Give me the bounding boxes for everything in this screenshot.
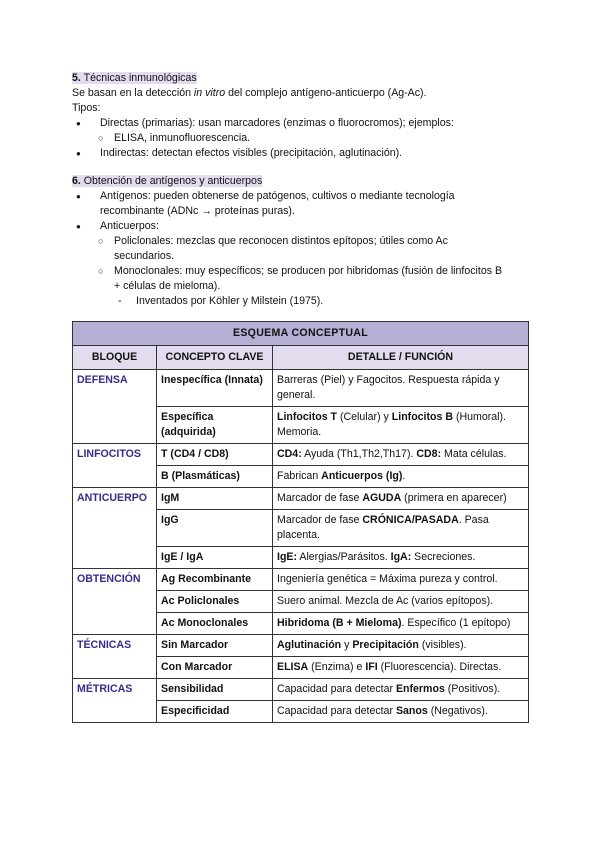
table-row — [73, 407, 529, 444]
table-row — [73, 370, 529, 407]
cell-concepto: B (Plasmáticas) — [157, 466, 273, 488]
cell-bloque — [73, 510, 157, 547]
column-header: BLOQUE — [73, 346, 157, 370]
cell-detalle: Marcador de fase AGUDA (primera en aparecer) — [273, 488, 529, 510]
cell-bloque: OBTENCIÓN — [73, 569, 157, 591]
cell-bloque — [73, 701, 157, 723]
cell-detalle: Capacidad para detectar Enfermos (Positivos). — [273, 679, 529, 701]
table-row — [73, 466, 529, 488]
cell-concepto: Ac Policlonales — [157, 591, 273, 613]
cell-concepto: Con Marcador — [157, 657, 273, 679]
list-item-continuation: + células de mieloma). — [114, 280, 221, 292]
cell-concepto: IgG — [157, 510, 273, 547]
table-row — [73, 569, 529, 591]
list-item: ○ ELISA, inmunofluorescencia. — [72, 131, 454, 146]
cell-concepto: Inespecífica (Innata) — [157, 370, 273, 407]
table-title: ESQUEMA CONCEPTUAL — [73, 322, 529, 346]
cell-detalle: Ingeniería genética = Máxima pureza y control. — [273, 569, 529, 591]
table-row — [73, 547, 529, 569]
list-item: ● Indirectas: detectan efectos visibles (precipitación, aglutinación). — [72, 146, 454, 161]
column-header: CONCEPTO CLAVE — [157, 346, 273, 370]
cell-concepto: Especificidad — [157, 701, 273, 723]
cell-concepto: Ag Recombinante — [157, 569, 273, 591]
section-5-heading: 5. Técnicas inmunológicas — [72, 72, 197, 84]
cell-bloque — [73, 407, 157, 444]
cell-bloque — [73, 613, 157, 635]
section-5 — [72, 71, 454, 161]
list-item-continuation: secundarios. — [114, 250, 175, 262]
cell-bloque: TÉCNICAS — [73, 635, 157, 657]
cell-detalle: Marcador de fase CRÓNICA/PASADA. Pasa placenta. — [273, 510, 529, 547]
cell-concepto: IgM — [157, 488, 273, 510]
list-item: ● Antígenos: pueden obtenerse de patógenos, cultivos o mediante tecnología — [72, 189, 502, 204]
table-body — [73, 370, 529, 723]
section-6-heading: 6. Obtención de antígenos y anticuerpos — [72, 175, 263, 187]
cell-detalle: Linfocitos T (Celular) y Linfocitos B (Humoral). Memoria. — [273, 407, 529, 444]
list-item: ○ Monoclonales: muy específicos; se producen por hibridomas (fusión de linfocitos B — [72, 264, 502, 279]
list-item-continuation: recombinante (ADNc → proteínas puras). — [100, 205, 295, 217]
cell-bloque: LINFOCITOS — [73, 444, 157, 466]
cell-detalle: IgE: Alergias/Parásitos. IgA: Secreciones. — [273, 547, 529, 569]
cell-bloque — [73, 547, 157, 569]
cell-concepto: Sensibilidad — [157, 679, 273, 701]
cell-bloque — [73, 466, 157, 488]
table-row — [73, 444, 529, 466]
table-row — [73, 510, 529, 547]
cell-concepto: IgE / IgA — [157, 547, 273, 569]
table-row — [73, 657, 529, 679]
cell-detalle: Fabrican Anticuerpos (Ig). — [273, 466, 529, 488]
cell-bloque — [73, 591, 157, 613]
list-item: ● Directas (primarias): usan marcadores (enzimas o fluorocromos); ejemplos: — [72, 116, 454, 131]
cell-concepto: Específica (adquirida) — [157, 407, 273, 444]
section-5-intro: Se basan en la detección in vitro del complejo antígeno-anticuerpo (Ag-Ac). — [72, 87, 427, 99]
column-header: DETALLE / FUNCIÓN — [273, 346, 529, 370]
list-item: ● Anticuerpos: — [72, 219, 502, 234]
table-row — [73, 591, 529, 613]
concept-table — [72, 321, 529, 723]
table-row — [73, 488, 529, 510]
tipos-label: Tipos: — [72, 102, 101, 114]
cell-concepto: Ac Monoclonales — [157, 613, 273, 635]
cell-bloque — [73, 657, 157, 679]
table-row — [73, 701, 529, 723]
table-row — [73, 635, 529, 657]
cell-detalle: Suero animal. Mezcla de Ac (varios epítopos). — [273, 591, 529, 613]
cell-detalle: Hibridoma (B + Mieloma). Específico (1 epítopo) — [273, 613, 529, 635]
cell-bloque: DEFENSA — [73, 370, 157, 407]
cell-bloque: MÉTRICAS — [73, 679, 157, 701]
table-row — [73, 679, 529, 701]
section-6 — [72, 174, 502, 309]
cell-concepto: Sin Marcador — [157, 635, 273, 657]
table-row — [73, 613, 529, 635]
cell-detalle: CD4: Ayuda (Th1,Th2,Th17). CD8: Mata células. — [273, 444, 529, 466]
list-item: ○ Policlonales: mezclas que reconocen distintos epítopos; útiles como Ac — [72, 234, 502, 249]
cell-bloque: ANTICUERPO — [73, 488, 157, 510]
cell-detalle: Capacidad para detectar Sanos (Negativos). — [273, 701, 529, 723]
cell-detalle: Aglutinación y Precipitación (visibles). — [273, 635, 529, 657]
list-item: - Inventados por Köhler y Milstein (1975). — [72, 294, 502, 309]
cell-concepto: T (CD4 / CD8) — [157, 444, 273, 466]
cell-detalle: ELISA (Enzima) e IFI (Fluorescencia). Directas. — [273, 657, 529, 679]
cell-detalle: Barreras (Piel) y Fagocitos. Respuesta rápida y general. — [273, 370, 529, 407]
